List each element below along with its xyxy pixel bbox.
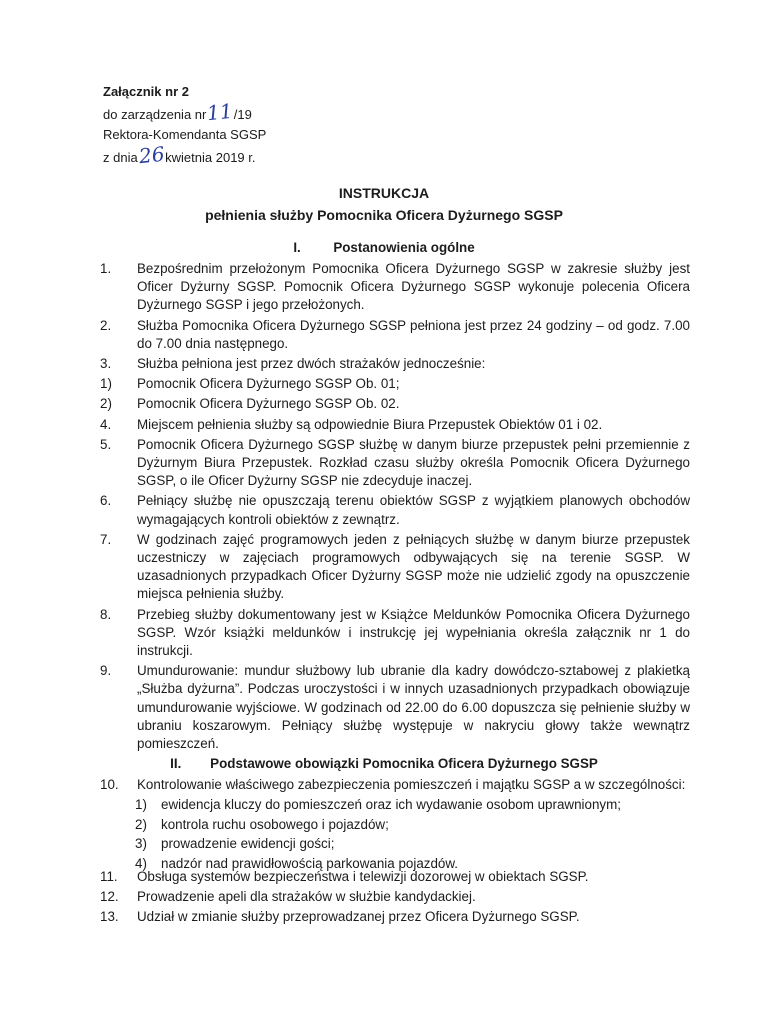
list-item bbox=[100, 317, 690, 353]
issuer-line: Rektora-Komendanta SGSP bbox=[103, 127, 267, 142]
section-1-list bbox=[100, 260, 690, 755]
handwritten-ordinance-number: 11 bbox=[206, 98, 234, 126]
sub-list-item bbox=[135, 835, 695, 853]
date-prefix: z dnia bbox=[103, 150, 138, 165]
item-text: Obsługa systemów bezpieczeństwa i telewizji dozorowej w obiektach SGSP. bbox=[137, 869, 589, 884]
sub-list-item bbox=[135, 816, 695, 834]
item-number: 10. bbox=[100, 777, 119, 792]
item-number: 9. bbox=[100, 663, 112, 679]
item-text: Służba Pomocnika Oficera Dyżurnego SGSP pełniona jest przez 24 godziny – od godz. 7.00 do 7.00 dnia następnego. bbox=[137, 317, 690, 351]
item-number: 13. bbox=[100, 909, 119, 925]
section-1-title: Postanowienia ogólne bbox=[333, 240, 475, 255]
title-line-2: pełnienia służby Pomocnika Oficera Dyżurnego SGSP bbox=[205, 207, 563, 223]
item-text: Bezpośrednim przełożonym Pomocnika Oficera Dyżurnego SGSP w zakresie służby jest Oficer Dyżurny SGSP. Pomocnik Oficera Dyżurnego SGSP wykonuje polecenia Oficera Dyżurnego SGSP i jego przełożonych. bbox=[137, 261, 690, 313]
section-1-heading bbox=[0, 240, 768, 255]
section-2-heading bbox=[0, 756, 768, 771]
section-2-item-10 bbox=[100, 776, 690, 796]
sub-list-item bbox=[135, 796, 695, 814]
sub-item-number: 4) bbox=[135, 856, 147, 872]
item-text: W godzinach zajęć programowych jeden z pełniących służbę w danym biurze przepustek uczestniczy w zajęciach programowych odbywających się na terenie SGSP. W uzasadnionych przypadkach Oficer Dyżurny SGSP może nie udzielić zgody na opuszczenie miejsca pełnienia służby. bbox=[137, 531, 690, 602]
section-2-title: Podstawowe obowiązki Pomocnika Oficera Dyżurnego SGSP bbox=[210, 756, 598, 771]
item-text: Pomocnik Oficera Dyżurnego SGSP Ob. 02. bbox=[137, 396, 400, 412]
ordinance-prefix: do zarządzenia nr bbox=[103, 107, 207, 122]
list-item bbox=[100, 606, 690, 661]
list-item bbox=[100, 908, 690, 926]
sub-item-text: kontrola ruchu osobowego i pojazdów; bbox=[161, 816, 389, 832]
list-item bbox=[100, 776, 690, 794]
item-number: 12. bbox=[100, 889, 119, 905]
item-number: 8. bbox=[100, 606, 112, 622]
section-2-sub-list bbox=[135, 796, 695, 875]
list-item bbox=[100, 375, 690, 393]
sub-item-text: ewidencja kluczy do pomieszczeń oraz ich wydawanie osobom uprawnionym; bbox=[161, 797, 621, 812]
item-number: 3. bbox=[100, 356, 112, 372]
list-item bbox=[100, 868, 690, 886]
list-item bbox=[100, 888, 690, 906]
list-item bbox=[100, 395, 690, 413]
item-text: Pomocnik Oficera Dyżurnego SGSP służbę w danym biurze przepustek pełni przemiennie z Dyżurnym Biura Przepustek. Rozkład czasu służby określa Pomocnik Oficera Dyżurnego SGSP, o ile Oficer Dyżurny SGSP nie zdecyduje inaczej. bbox=[137, 436, 690, 489]
item-number: 7. bbox=[100, 531, 112, 547]
item-text: Służba pełniona jest przez dwóch strażaków jednocześnie: bbox=[137, 356, 486, 372]
sub-item-number: 2) bbox=[135, 816, 147, 832]
list-item bbox=[100, 436, 690, 491]
item-number: 5. bbox=[100, 436, 112, 452]
list-item bbox=[100, 492, 690, 528]
date-suffix: kwietnia 2019 r. bbox=[165, 150, 256, 165]
section-1-number: I. bbox=[293, 240, 301, 255]
section-2-list bbox=[100, 868, 690, 929]
sub-item-text: nadzór nad prawidłowością parkowania pojazdów. bbox=[161, 856, 459, 872]
attachment-number: Załącznik nr 2 bbox=[103, 84, 189, 99]
section-2-number: II. bbox=[170, 756, 182, 771]
sub-item-text: prowadzenie ewidencji gości; bbox=[161, 836, 335, 852]
item-number: 2) bbox=[100, 396, 112, 412]
item-text: Miejscem pełnienia służby są odpowiednie Biura Przepustek Obiektów 01 i 02. bbox=[137, 416, 603, 432]
item-text: Pełniący służbę nie opuszczają terenu obiektów SGSP z wyjątkiem planowych obchodów wymagających kontroli obiektów z zewnątrz. bbox=[137, 493, 690, 527]
list-item bbox=[100, 416, 690, 434]
title-line-1: INSTRUKCJA bbox=[338, 185, 430, 201]
item-number: 1) bbox=[100, 376, 112, 392]
item-text: Prowadzenie apeli dla strażaków w służbie kandydackiej. bbox=[137, 889, 476, 905]
sub-item-number: 3) bbox=[135, 836, 147, 852]
item-number: 6. bbox=[100, 493, 112, 509]
ordinance-line bbox=[103, 98, 266, 126]
list-item bbox=[100, 531, 690, 604]
item-text: Przebieg służby dokumentowany jest w Książce Meldunków Pomocnika Oficera Dyżurnego SGSP. Wzór książki meldunków i instrukcję jej wypełniania określa załącznik nr 1 do instrukcji. bbox=[137, 606, 690, 659]
item-number: 1. bbox=[100, 261, 112, 276]
item-text: Umundurowanie: mundur służbowy lub ubranie dla kadry dowódczo-sztabowej z plakietką „Służba dyżurna”. Podczas uroczystości i w innych uzasadnionych przypadkach obowiązuje umundurowanie wyjściowe. W godzinach od 22.00 do 6.00 dopuszcza się pełnienie służby w ubraniu koszarowym. Pełniący służbę występuje w nakryciu głowy także wewnątrz pomieszczeń. bbox=[137, 663, 690, 752]
item-number: 11. bbox=[100, 869, 118, 884]
item-text: Kontrolowanie właściwego zabezpieczenia pomieszczeń i majątku SGSP a w szczególności: bbox=[137, 777, 686, 792]
list-item bbox=[100, 260, 690, 315]
item-number: 4. bbox=[100, 416, 112, 432]
list-item bbox=[100, 662, 690, 753]
list-item bbox=[100, 355, 690, 373]
date-line bbox=[103, 141, 266, 169]
handwritten-day: 26 bbox=[137, 141, 166, 169]
ordinance-suffix: /19 bbox=[233, 107, 252, 122]
sub-item-number: 1) bbox=[135, 797, 147, 812]
item-text: Pomocnik Oficera Dyżurnego SGSP Ob. 01; bbox=[137, 376, 400, 392]
item-text: Udział w zmianie służby przeprowadzanej przez Oficera Dyżurnego SGSP. bbox=[137, 909, 580, 925]
document-title bbox=[0, 182, 768, 226]
item-number: 2. bbox=[100, 317, 112, 333]
attachment-header bbox=[103, 82, 266, 168]
